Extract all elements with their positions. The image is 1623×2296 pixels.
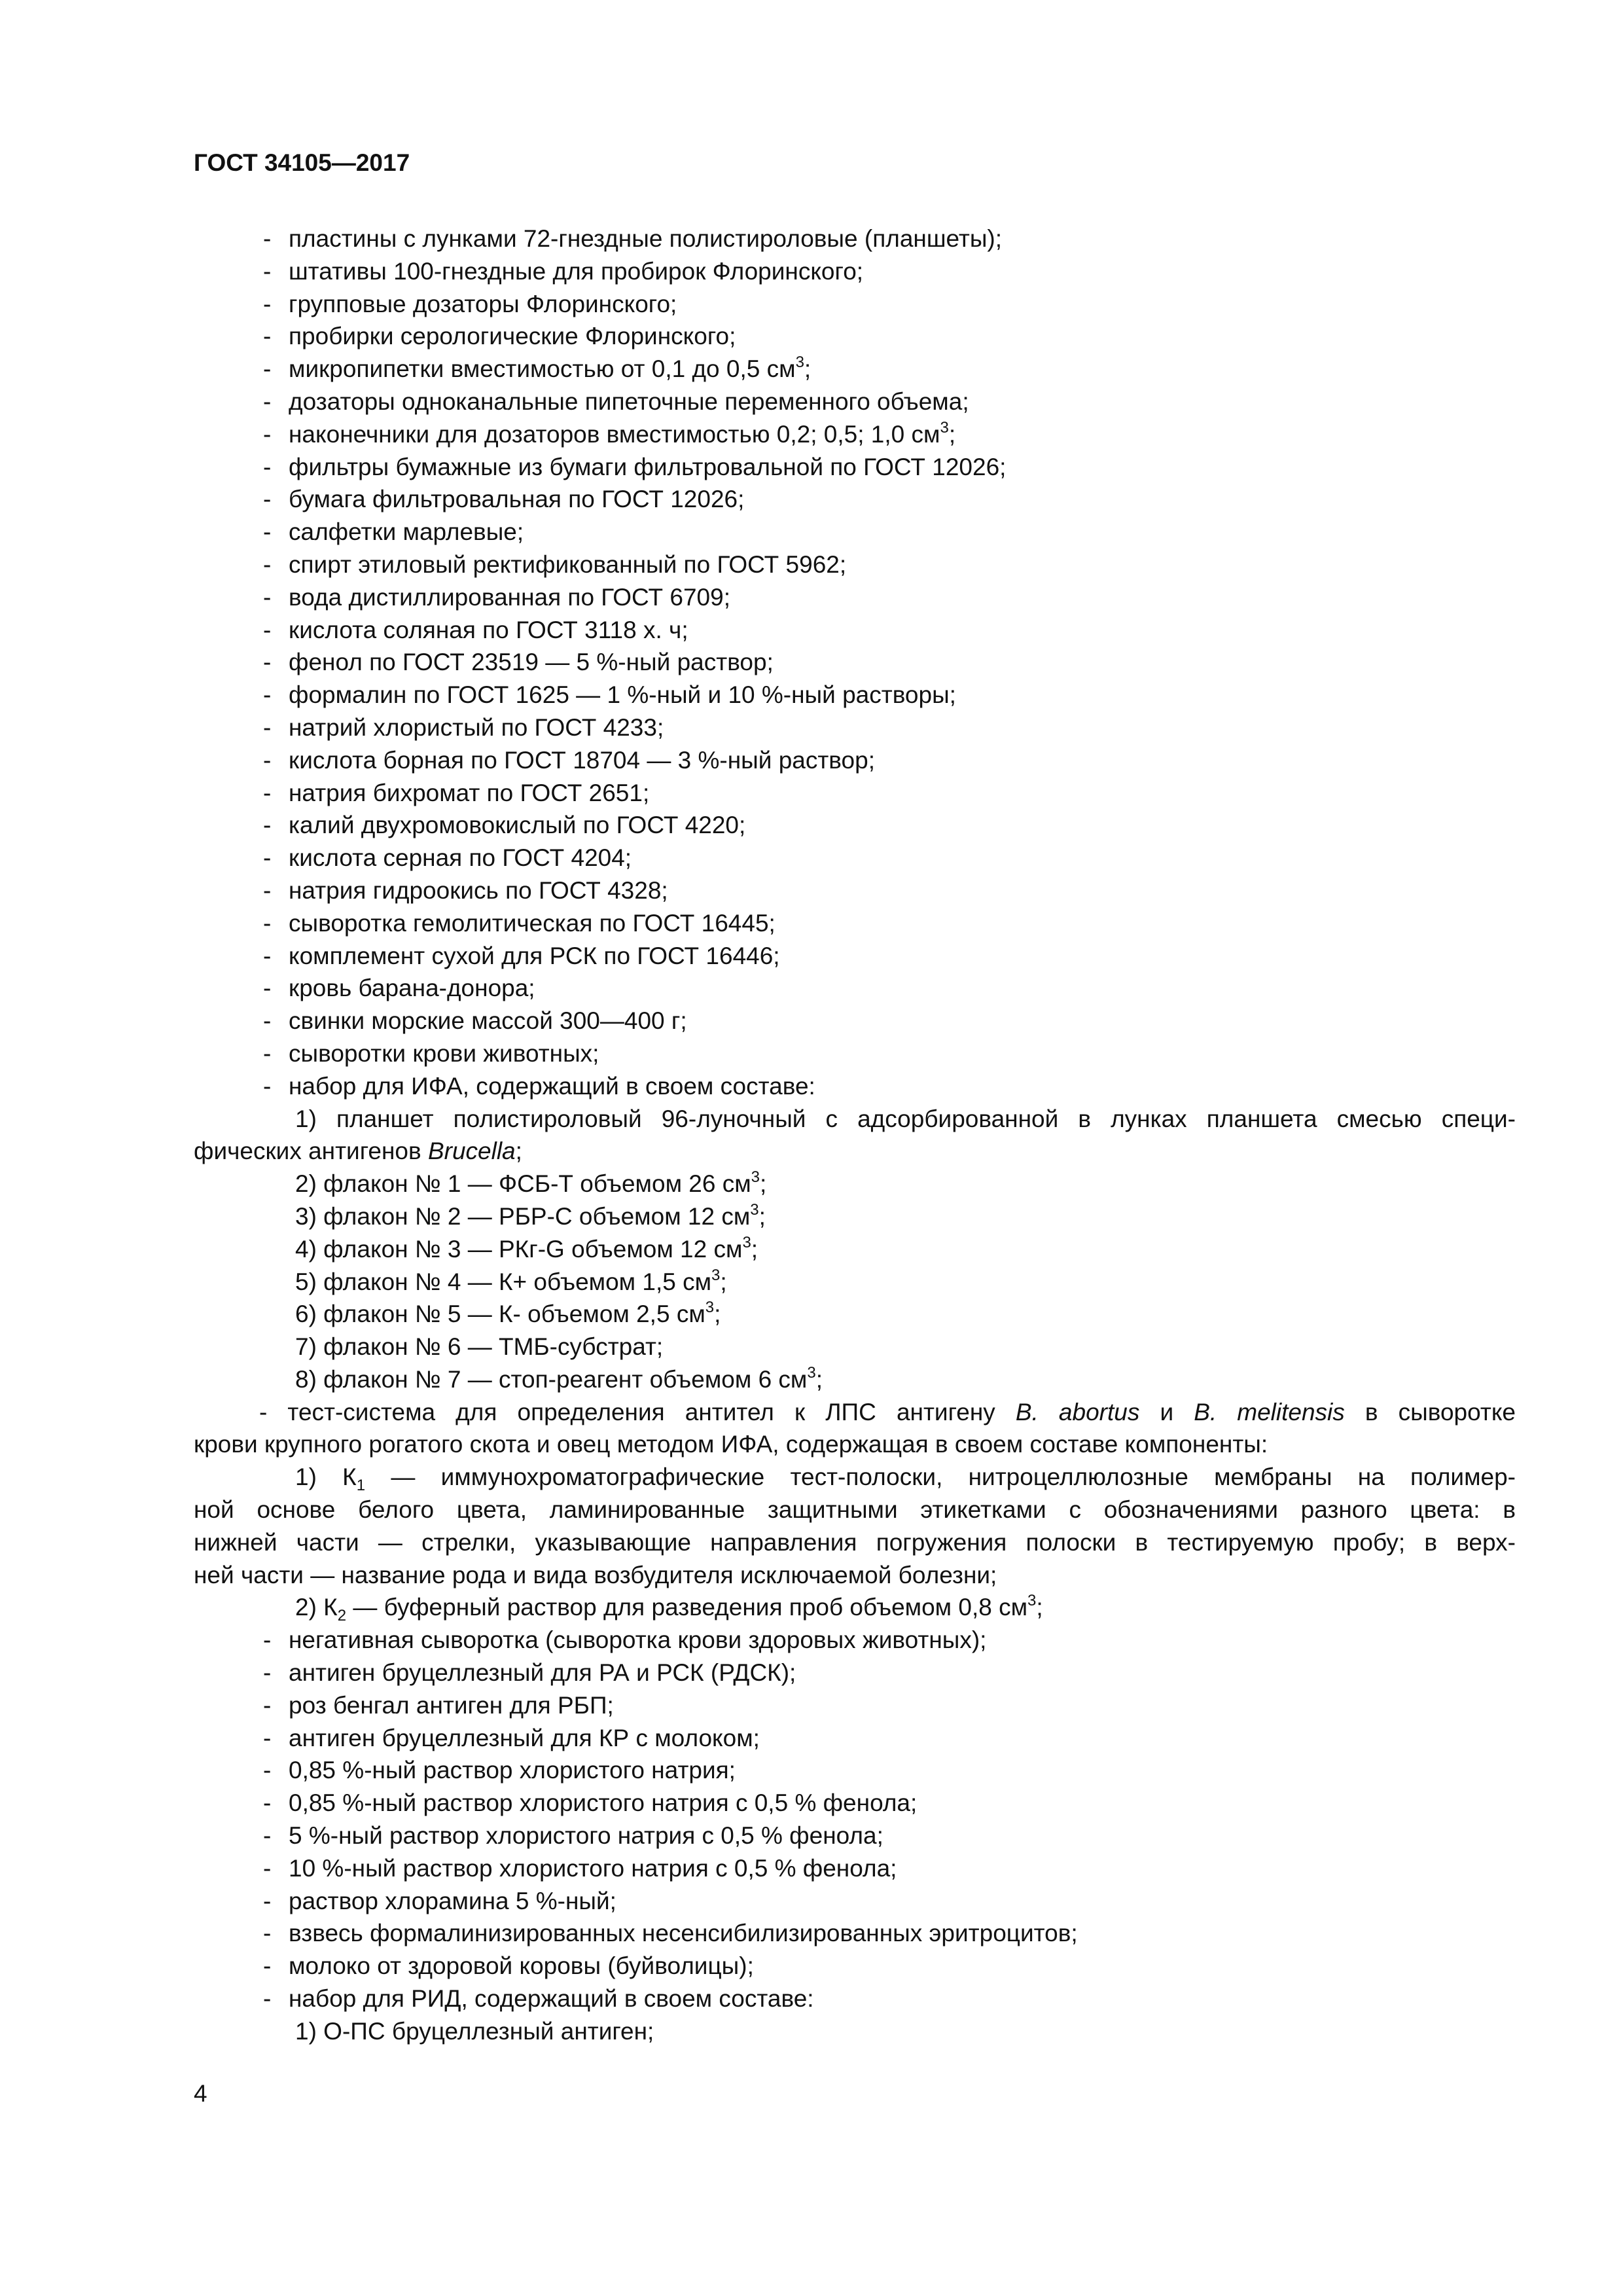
list-item: - дозаторы одноканальные пипеточные переменного объема; [194,386,1516,418]
list-item: - сыворотка гемолитическая по ГОСТ 16445; [194,907,1516,940]
document-body [194,223,1516,2048]
list-item: - формалин по ГОСТ 1625 — 1 %-ный и 10 %-ный растворы; [194,679,1516,711]
list-item: - 0,85 %-ный раствор хлористого натрия; [194,1754,1516,1787]
list-item: - сыворотки крови животных; [194,1037,1516,1070]
ifa-vial: 7) флакон № 6 — ТМБ-субстрат; [295,1333,664,1361]
list-item: - натрий хлористый по ГОСТ 4233; [194,711,1516,744]
list-item: - фильтры бумажные из бумаги фильтровальной по ГОСТ 12026; [194,451,1516,484]
list-item: - бумага фильтровальная по ГОСТ 12026; [194,483,1516,516]
list-item: - кислота соляная по ГОСТ 3118 х. ч; [194,614,1516,647]
list-item: - салфетки марлевые; [194,516,1516,548]
list-item: - спирт этиловый ректификованный по ГОСТ 5962; [194,548,1516,581]
list-item: - натрия гидроокись по ГОСТ 4328; [194,874,1516,907]
list-item: - молоко от здоровой коровы (буйволицы); [194,1950,1516,1982]
list-item: - 5 %-ный раствор хлористого натрия с 0,5 % фенола; [194,1820,1516,1852]
ifa-vial: 6) флакон № 5 — К- объемом 2,5 $см^3$; [295,1299,721,1328]
list-item: - микропипетки вместимостью от 0,1 до 0,5 $см^3$; [194,353,1516,386]
list-item: - наконечники для дозаторов вместимостью 0,2; 0,5; 1,0 $см^3$; [194,418,1516,451]
list-item: - взвесь формалинизированных несенсибилизированных эритроцитов; [194,1917,1516,1950]
testsystem-line: ней части — название рода и вида возбудителя исключаемой болезни; [194,1561,997,1588]
ifa-item-1: 1) планшет полистироловый 96-луночный с адсорбированной в лунках планшета смесью специ- [295,1105,1516,1132]
list-item: - пробирки серологические Флоринского; [194,320,1516,353]
rid-item-1: 1) О-ПС бруцеллезный антиген; [295,2017,654,2045]
ifa-vial: 3) флакон № 2 — РБР-С объемом 12 $см^3$; [295,1200,766,1230]
testsystem-line: - тест-система для определения антител к ЛПС антигену B. abortus и B. melitensis в сыворотке [259,1398,1516,1426]
list-item: - 0,85 %-ный раствор хлористого натрия с 0,5 % фенола; [194,1787,1516,1820]
list-item: - антиген бруцеллезный для КР с молоком; [194,1722,1516,1755]
list-item: - набор для ИФА, содержащий в своем составе: [194,1070,1516,1103]
testsystem-line: крови крупного рогатого скота и овец методом ИФА, содержащая в своем составе компоненты: [194,1431,1268,1458]
ifa-vial: 4) флакон № 3 — РКг-G объемом 12 $см^3$; [295,1233,758,1263]
testsystem-k1: 1) $К_1$ — иммунохроматографические тест-полоски, нитроцеллюлозные мембраны на полимер- [295,1463,1516,1494]
list-item: - 10 %-ный раствор хлористого натрия с 0,5 % фенола; [194,1852,1516,1885]
ifa-vial: 8) флакон № 7 — стоп-реагент объемом 6 $см^3$; [295,1363,823,1393]
ifa-vial: 5) флакон № 4 — К+ объемом 1,5 $см^3$; [295,1266,727,1295]
list-item: - негативная сыворотка (сыворотка крови здоровых животных); [194,1624,1516,1657]
list-item: - комплемент сухой для РСК по ГОСТ 16446; [194,940,1516,973]
testsystem-k2: 2) $К_2$ — буферный раствор для разведения проб объемом 0,8 $см^3$; [295,1592,1043,1624]
ifa-item-1-cont: фических антигенов Brucella; [194,1138,522,1165]
list-item: - роз бенгал антиген для РБП; [194,1689,1516,1722]
list-item: - антиген бруцеллезный для РА и РСК (РДСК); [194,1657,1516,1689]
document-header: ГОСТ 34105—2017 [194,149,410,176]
ifa-vial: 2) флакон № 1 — ФСБ-Т объемом 26 $см^3$; [295,1168,767,1198]
list-item: - кровь барана-донора; [194,972,1516,1005]
list-item: - калий двухромовокислый по ГОСТ 4220; [194,809,1516,842]
list-item: - групповые дозаторы Флоринского; [194,288,1516,321]
list-item: - кислота серная по ГОСТ 4204; [194,842,1516,874]
list-item: - свинки морские массой 300—400 г; [194,1005,1516,1037]
testsystem-line: нижней части — стрелки, указывающие направления погружения полоски в тестируемую пробу; в верх- [194,1528,1516,1556]
list-item: - натрия бихромат по ГОСТ 2651; [194,777,1516,810]
list-item: - раствор хлорамина 5 %-ный; [194,1885,1516,1918]
list-item: - пластины с лунками 72-гнездные полистироловые (планшеты); [194,223,1516,255]
list-item: - кислота борная по ГОСТ 18704 — 3 %-ный раствор; [194,744,1516,777]
list-item: - набор для РИД, содержащий в своем составе: [194,1982,1516,2015]
page-number: 4 [194,2080,207,2107]
testsystem-line: ной основе белого цвета, ламинированные защитными этикетками с обозначениями разного цвета: в [194,1496,1516,1524]
list-item: - фенол по ГОСТ 23519 — 5 %-ный раствор; [194,646,1516,679]
list-item: - штативы 100-гнездные для пробирок Флоринского; [194,255,1516,288]
list-item: - вода дистиллированная по ГОСТ 6709; [194,581,1516,614]
